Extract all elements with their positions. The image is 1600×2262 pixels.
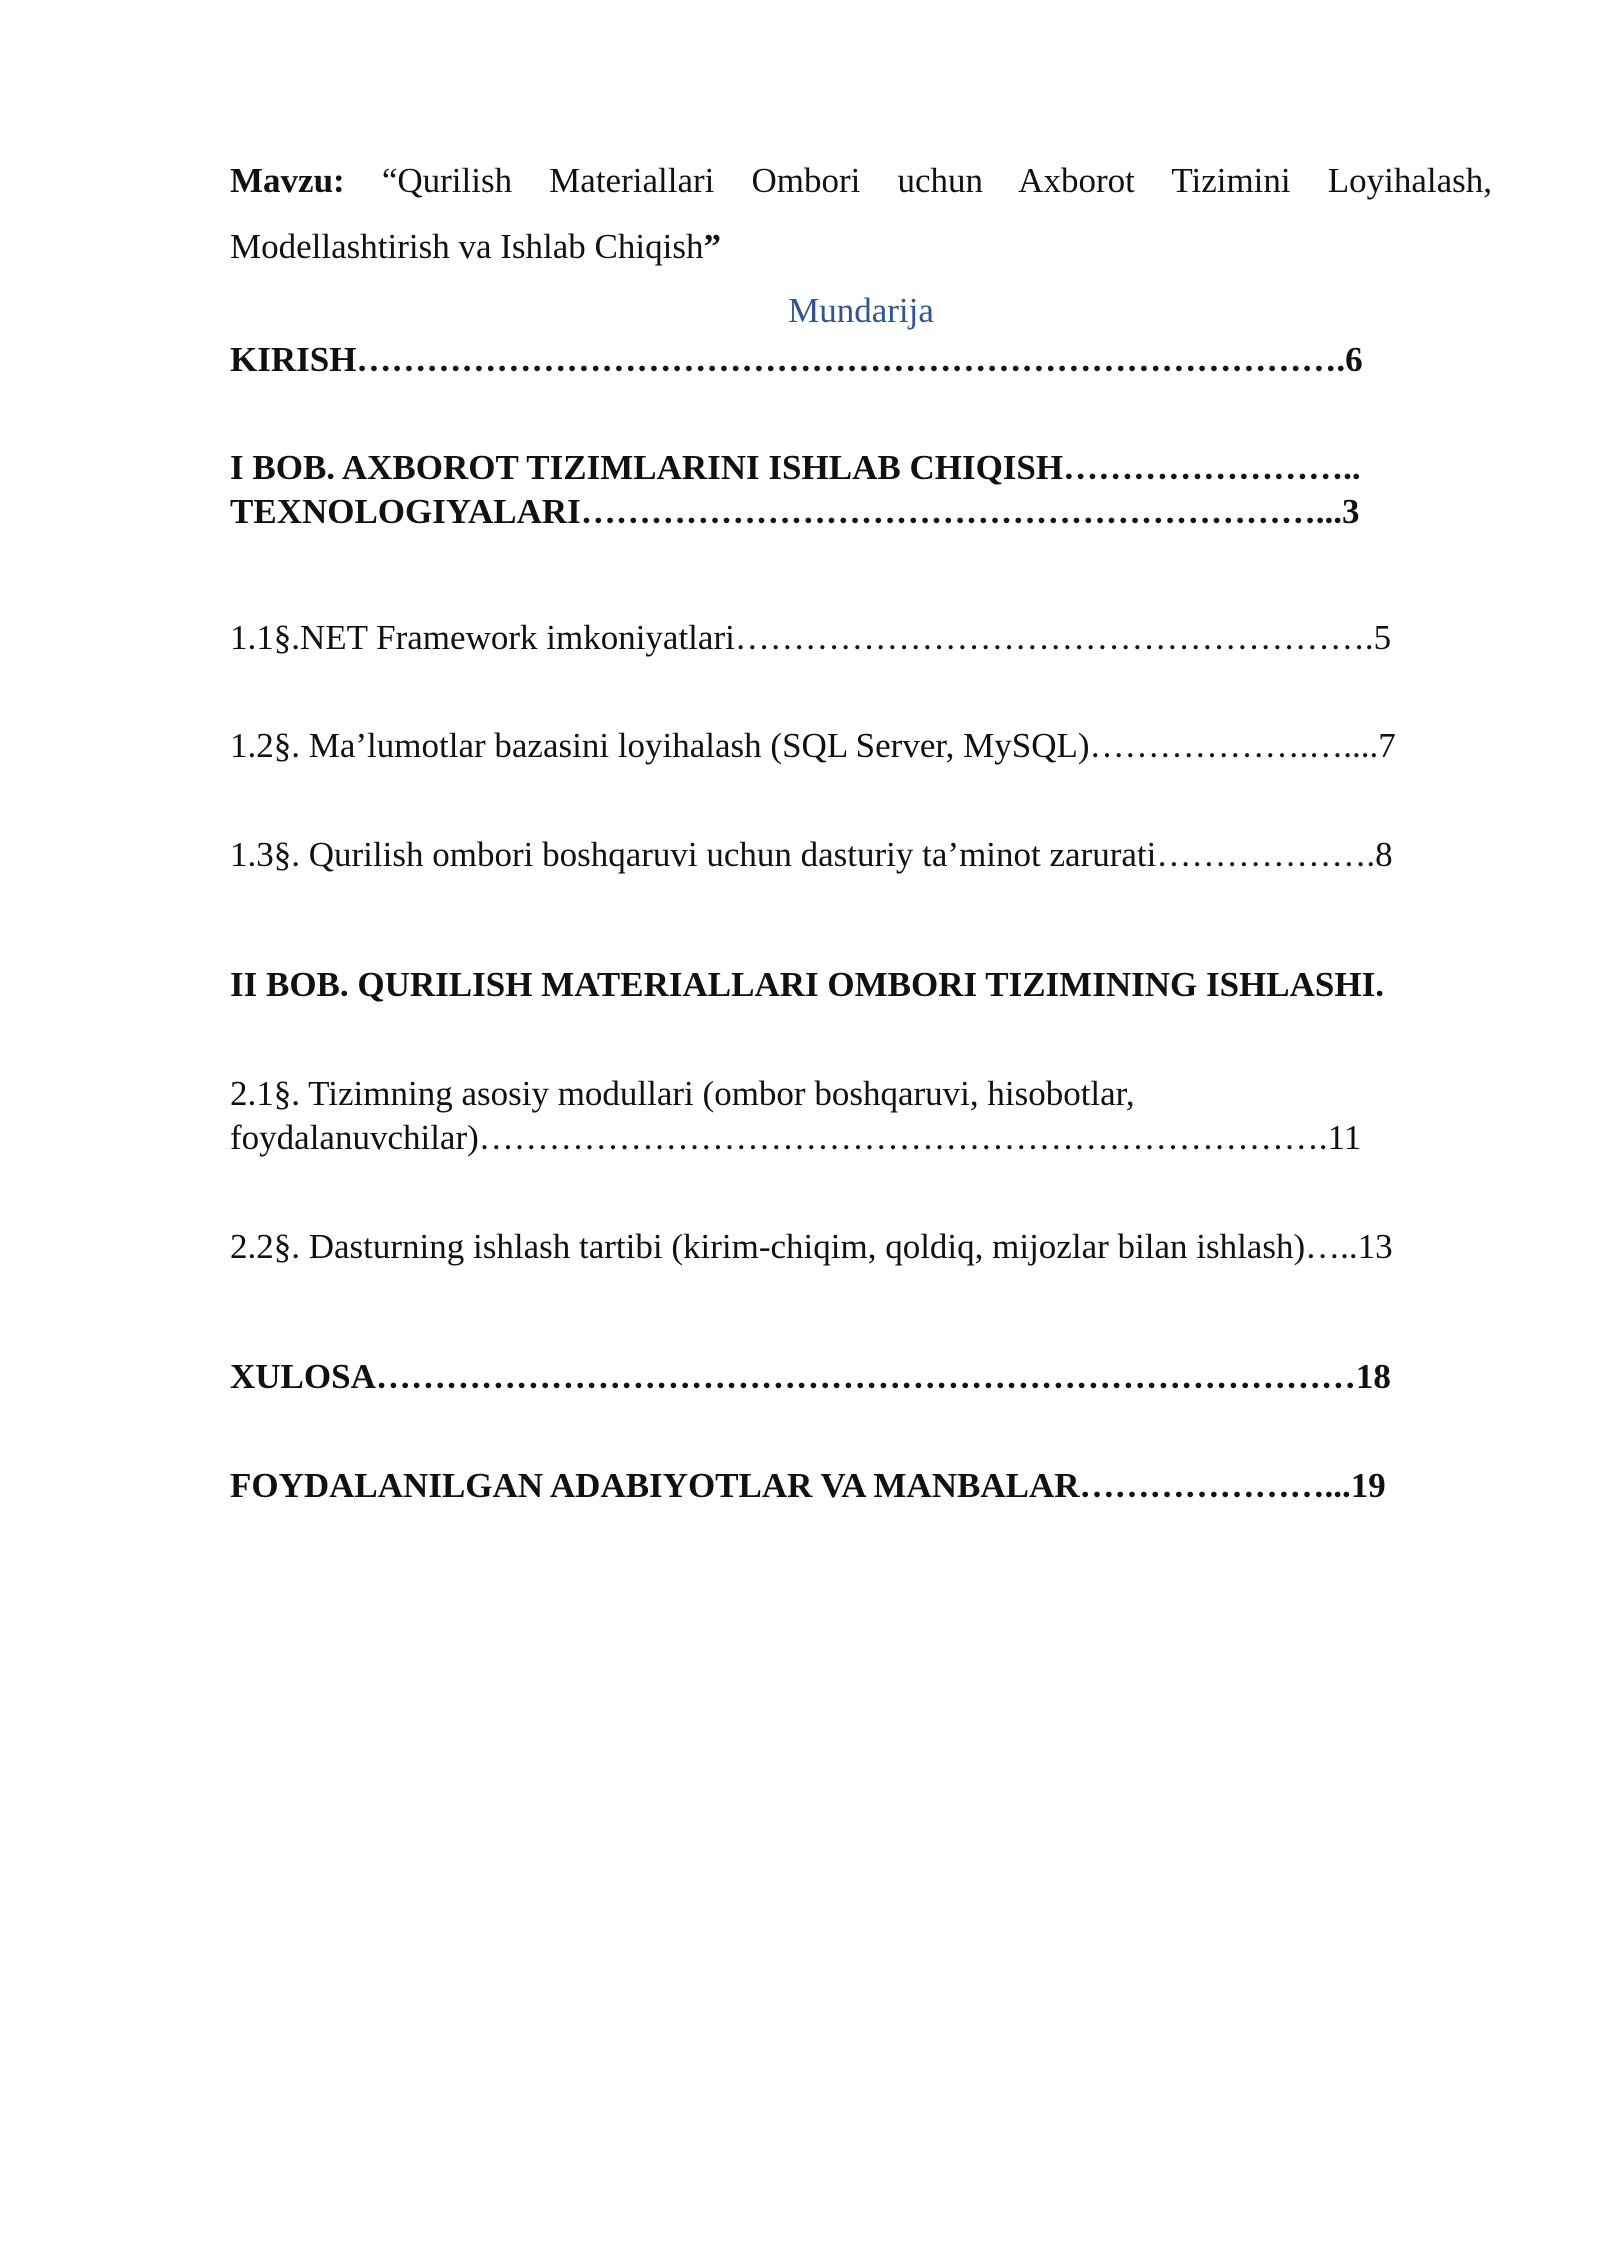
- toc-entry-2-1-line-2: foydalanuvchilar)……………………………………………………………….11: [230, 1118, 1362, 1157]
- topic-label: Mavzu:: [230, 161, 345, 200]
- toc-title: Mundarija: [788, 291, 934, 330]
- toc-entry-chapter-1-line-2: TEXNOLOGIYALARI………………………………………………………...3: [230, 492, 1360, 531]
- toc-entry-1-1: 1.1§.NET Framework imkoniyatlari……………………………………………….5: [230, 618, 1392, 657]
- toc-entry-1-2: 1.2§. Ma’lumotlar bazasini loyihalash (SQL Server, MySQL)……………….…....7: [230, 726, 1396, 765]
- toc-entry-xulosa: XULOSA…………………………………………………………………………18: [230, 1357, 1391, 1396]
- toc-entry-chapter-1-line-1: I BOB. AXBOROT TIZIMLARINI ISHLAB CHIQISH……………………..: [230, 448, 1361, 487]
- topic-close-quote: ”: [703, 227, 721, 266]
- toc-entry-2-2: 2.2§. Dasturning ishlash tartibi (kirim-chiqim, qoldiq, mijozlar bilan ishlash)…..13: [230, 1227, 1393, 1266]
- toc-entry-chapter-2: II BOB. QURILISH MATERIALLARI OMBORI TIZIMINING ISHLASHI.: [230, 965, 1384, 1004]
- toc-entry-kirish: KIRISH………………………………………………………………………….6: [230, 340, 1363, 379]
- toc-entry-2-1-line-1: 2.1§. Tizimning asosiy modullari (ombor boshqaruvi, hisobotlar,: [230, 1074, 1135, 1113]
- toc-entry-references: FOYDALANILGAN ADABIYOTLAR VA MANBALAR…………………...19: [230, 1466, 1386, 1505]
- topic-paragraph: [230, 148, 1492, 280]
- toc-entry-1-3: 1.3§. Qurilish ombori boshqaruvi uchun dasturiy ta’minot zarurati……………….8: [230, 835, 1393, 874]
- document-content: [230, 148, 1492, 1505]
- topic-text: “Qurilish Materiallari Ombori uchun Axborot Tizimini Loyihalash, Modellashtirish va Ishlab Chiqish: [230, 161, 1492, 266]
